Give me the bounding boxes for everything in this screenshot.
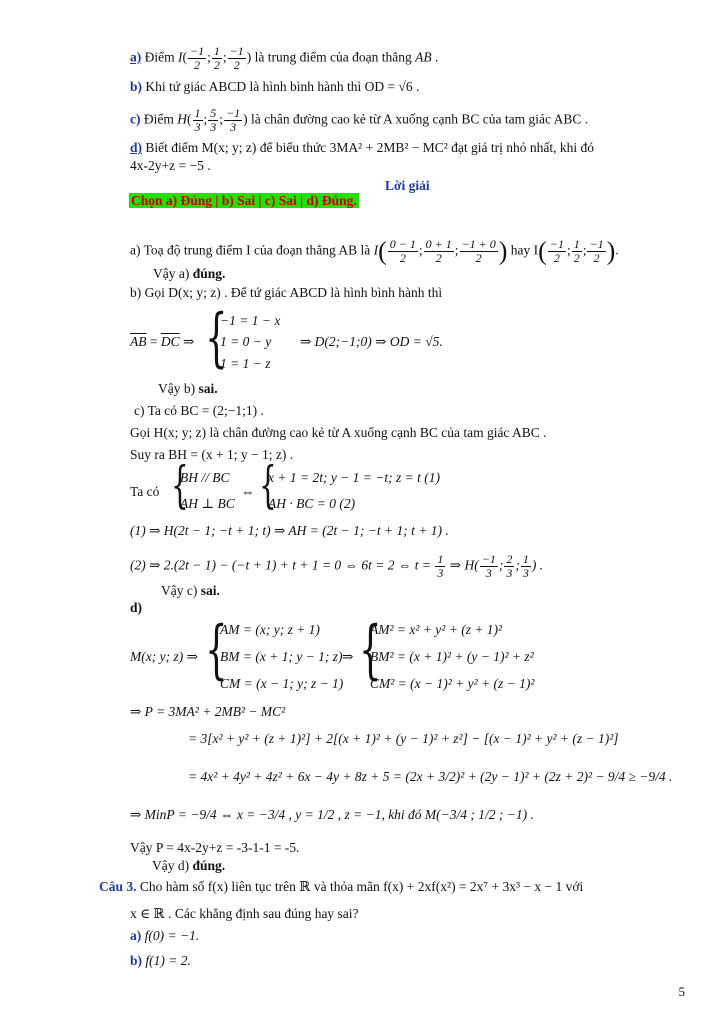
solution-c-sys-1: BH // BC	[180, 470, 230, 485]
solution-c-sys-4: AH · BC = 0 (2)	[268, 496, 356, 511]
solution-a-verdict	[153, 266, 225, 282]
solution-c-eq-1: (1) ⇒ H(2t − 1; −t + 1; t) ⇒ AH = (2t − 1; −t + 1; t + 1) .	[130, 523, 449, 538]
solution-a: a) Toạ độ trung điểm I của đoạn thẳng AB là I( $\frac{0 - 1}{2}$ ; $\frac{0 + 1}{2}$ ; $\frac{-1 + 0}{2}$ ) hay I( $\frac{-1}{2}$ ; $\frac{1}{2}$ ; $\frac{-1}{2}$ ).	[130, 236, 619, 266]
brace: {	[205, 613, 228, 687]
brace: {	[359, 613, 382, 687]
verdict-prefix: Vậy a)	[153, 266, 190, 281]
verdict-prefix: Vậy c)	[161, 583, 198, 598]
solution-d-v3: CM = (x − 1; y; z − 1)	[220, 676, 344, 691]
statement-b-text: Khi tứ giác ABCD là hình bình hành thì OD = √6 .	[145, 79, 420, 94]
solution-d-final: Vậy P = 4x-2y+z = -3-1-1 = -5.	[130, 840, 300, 855]
statement-c: c) Điểm H( $\frac{1}{3}$ ; $\frac{5}{3}$ ; $\frac{-1}{3}$ ) là chân đường cao kẻ từ A xuống cạnh BC của tam giác ABC .	[130, 106, 589, 134]
solution-c-verdict	[161, 583, 220, 599]
solution-c-line-1: c) Ta có BC = (2;−1;1) .	[134, 403, 264, 418]
statement-c-label: c)	[130, 111, 141, 127]
statement-d-text-1: Biết điểm M(x; y; z) để biểu thức 3MA² + 2MB² − MC² đạt giá trị nhỏ nhất, khi đó	[145, 140, 595, 155]
statement-d-label: d)	[130, 140, 143, 155]
statement-a-label: a)	[130, 49, 142, 65]
solution-c-sys-3: x + 1 = 2t; y − 1 = −t; z = t (1)	[268, 470, 441, 485]
solution-d-p3: = 4x² + 4y² + 4z² + 6x − 4y + 8z + 5 = (2x + 3/2)² + (2y − 1)² + (2z + 2)² − 9/4 ≥ −9/4 .	[188, 769, 673, 784]
brace: {	[171, 456, 189, 514]
equivalence-sign: ⇔	[241, 484, 255, 499]
question-3-b-text: f(1) = 2.	[145, 953, 191, 968]
question-3-b	[130, 953, 191, 969]
solution-d-s2: BM² = (x + 1)² + (y − 1)² + z²	[370, 649, 534, 664]
solution-d-m: M(x; y; z) ⇒	[130, 649, 198, 664]
solution-d-v1: AM = (x; y; z + 1)	[220, 622, 320, 637]
question-3-a	[130, 928, 199, 944]
statement-b	[130, 79, 419, 95]
brace: {	[259, 456, 277, 514]
question-3-label: Câu 3.	[99, 879, 137, 894]
implies-sign: ⇒	[342, 649, 354, 664]
verdict-prefix: Vậy b)	[158, 381, 196, 396]
solution-b-verdict	[158, 381, 218, 397]
page-number: 5	[678, 984, 685, 999]
answer-text: Chọn a) Đúng | b) Sai | c) Sai | d) Đúng.	[131, 193, 357, 208]
solution-d-s1: AM² = x² + y² + (z + 1)²	[370, 622, 503, 637]
question-3-b-label: b)	[130, 953, 143, 968]
statement-a-text-2: là trung điểm của đoạn thẳng	[254, 49, 412, 65]
solution-b-vector: $\overline{AB} = \overline{DC}$ ⇒	[130, 334, 195, 349]
statement-a-text-1: Điểm	[144, 49, 175, 65]
solution-d-verdict	[152, 858, 225, 874]
solution-d-p: ⇒ P = 3MA² + 2MB² − MC²	[130, 704, 286, 719]
solution-d-s3: CM² = (x − 1)² + y² + (z − 1)²	[370, 676, 535, 691]
solution-b-sys-3: 1 = 1 − z	[220, 356, 271, 371]
solution-d-min: ⇒ MinP = −9/4 ⇔ x = −3/4 , y = 1/2 , z = −1, khi đó M(−3/4 ; 1/2 ; −1) .	[130, 807, 534, 822]
solution-b-result: ⇒ D(2;−1;0) ⇒ OD = √5.	[300, 334, 443, 349]
verdict-value: sai.	[200, 583, 220, 598]
statement-d-text-2: 4x-2y+z = −5 .	[130, 158, 211, 173]
verdict-value: đúng.	[192, 858, 226, 873]
statement-b-label: b)	[130, 79, 143, 94]
solution-c-line-3: Suy ra BH = (x + 1; y − 1; z) .	[130, 447, 294, 462]
statement-c-text-2: là chân đường cao kẻ từ A xuống cạnh BC của tam giác ABC .	[251, 111, 589, 127]
solution-c-line-2: Gọi H(x; y; z) là chân đường cao kẻ từ A xuống cạnh BC của tam giác ABC .	[130, 425, 547, 440]
solution-c-eq-2-text: (2) ⇒ 2.(2t − 1) − (−t + 1) + t + 1 = 0 ⇔ 6t = 2 ⇔ t =	[130, 557, 432, 573]
solution-title: Lời giải	[385, 178, 430, 193]
question-3-a-label: a)	[130, 928, 142, 943]
solution-b-sys-2: 1 = 0 − y	[220, 334, 272, 349]
brace: {	[205, 301, 228, 375]
solution-d-label: d)	[130, 600, 143, 615]
question-3	[99, 879, 583, 895]
solution-d-v2: BM = (x + 1; y − 1; z)	[220, 649, 343, 664]
solution-c-eq-2: (2) ⇒ 2.(2t − 1) − (−t + 1) + t + 1 = 0 ⇔ 6t = 2 ⇔ t = $\frac{1}{3}$ ⇒ H( $\frac{-1}{3}$ ; $\frac{2}{3}$ ; $\frac{1}{3}$ ) .	[130, 552, 544, 580]
verdict-prefix: Vậy d)	[152, 858, 190, 873]
solution-b-intro: b) Gọi D(x; y; z) . Để tứ giác ABCD là hình bình hành thì	[130, 285, 443, 300]
solution-c-taco: Ta có	[130, 484, 160, 499]
question-3-a-text: f(0) = −1.	[144, 928, 200, 943]
solution-a-text: a) Toạ độ trung điểm I của đoạn thẳng AB là	[130, 242, 371, 258]
solution-a-hay: hay	[510, 242, 531, 258]
statement-d	[130, 140, 594, 156]
verdict-value: đúng.	[192, 266, 226, 281]
solution-d-p2: = 3[x² + y² + (z + 1)²] + 2[(x + 1)² + (y − 1)² + z²] − [(x − 1)² + y² + (z − 1)²]	[188, 731, 619, 746]
statement-c-text-1: Điểm	[143, 111, 174, 127]
question-3-text-2: x ∈ ℝ . Các khẳng định sau đúng hay sai?	[130, 906, 359, 921]
solution-c-sys-2: AH ⊥ BC	[180, 496, 235, 511]
solution-b-sys-1: −1 = 1 − x	[220, 313, 281, 328]
verdict-value: sai.	[198, 381, 218, 396]
statement-a: a) Điểm I( $\frac{-1}{2}$ ; $\frac{1}{2}$ ; $\frac{-1}{2}$ ) là trung điểm của đoạn thẳng AB .	[130, 44, 439, 72]
question-3-text-1: Cho hàm số f(x) liên tục trên ℝ và thỏa mãn f(x) + 2xf(x²) = 2x⁷ + 3x³ − x − 1 với	[139, 879, 584, 894]
answer-banner	[129, 193, 359, 209]
